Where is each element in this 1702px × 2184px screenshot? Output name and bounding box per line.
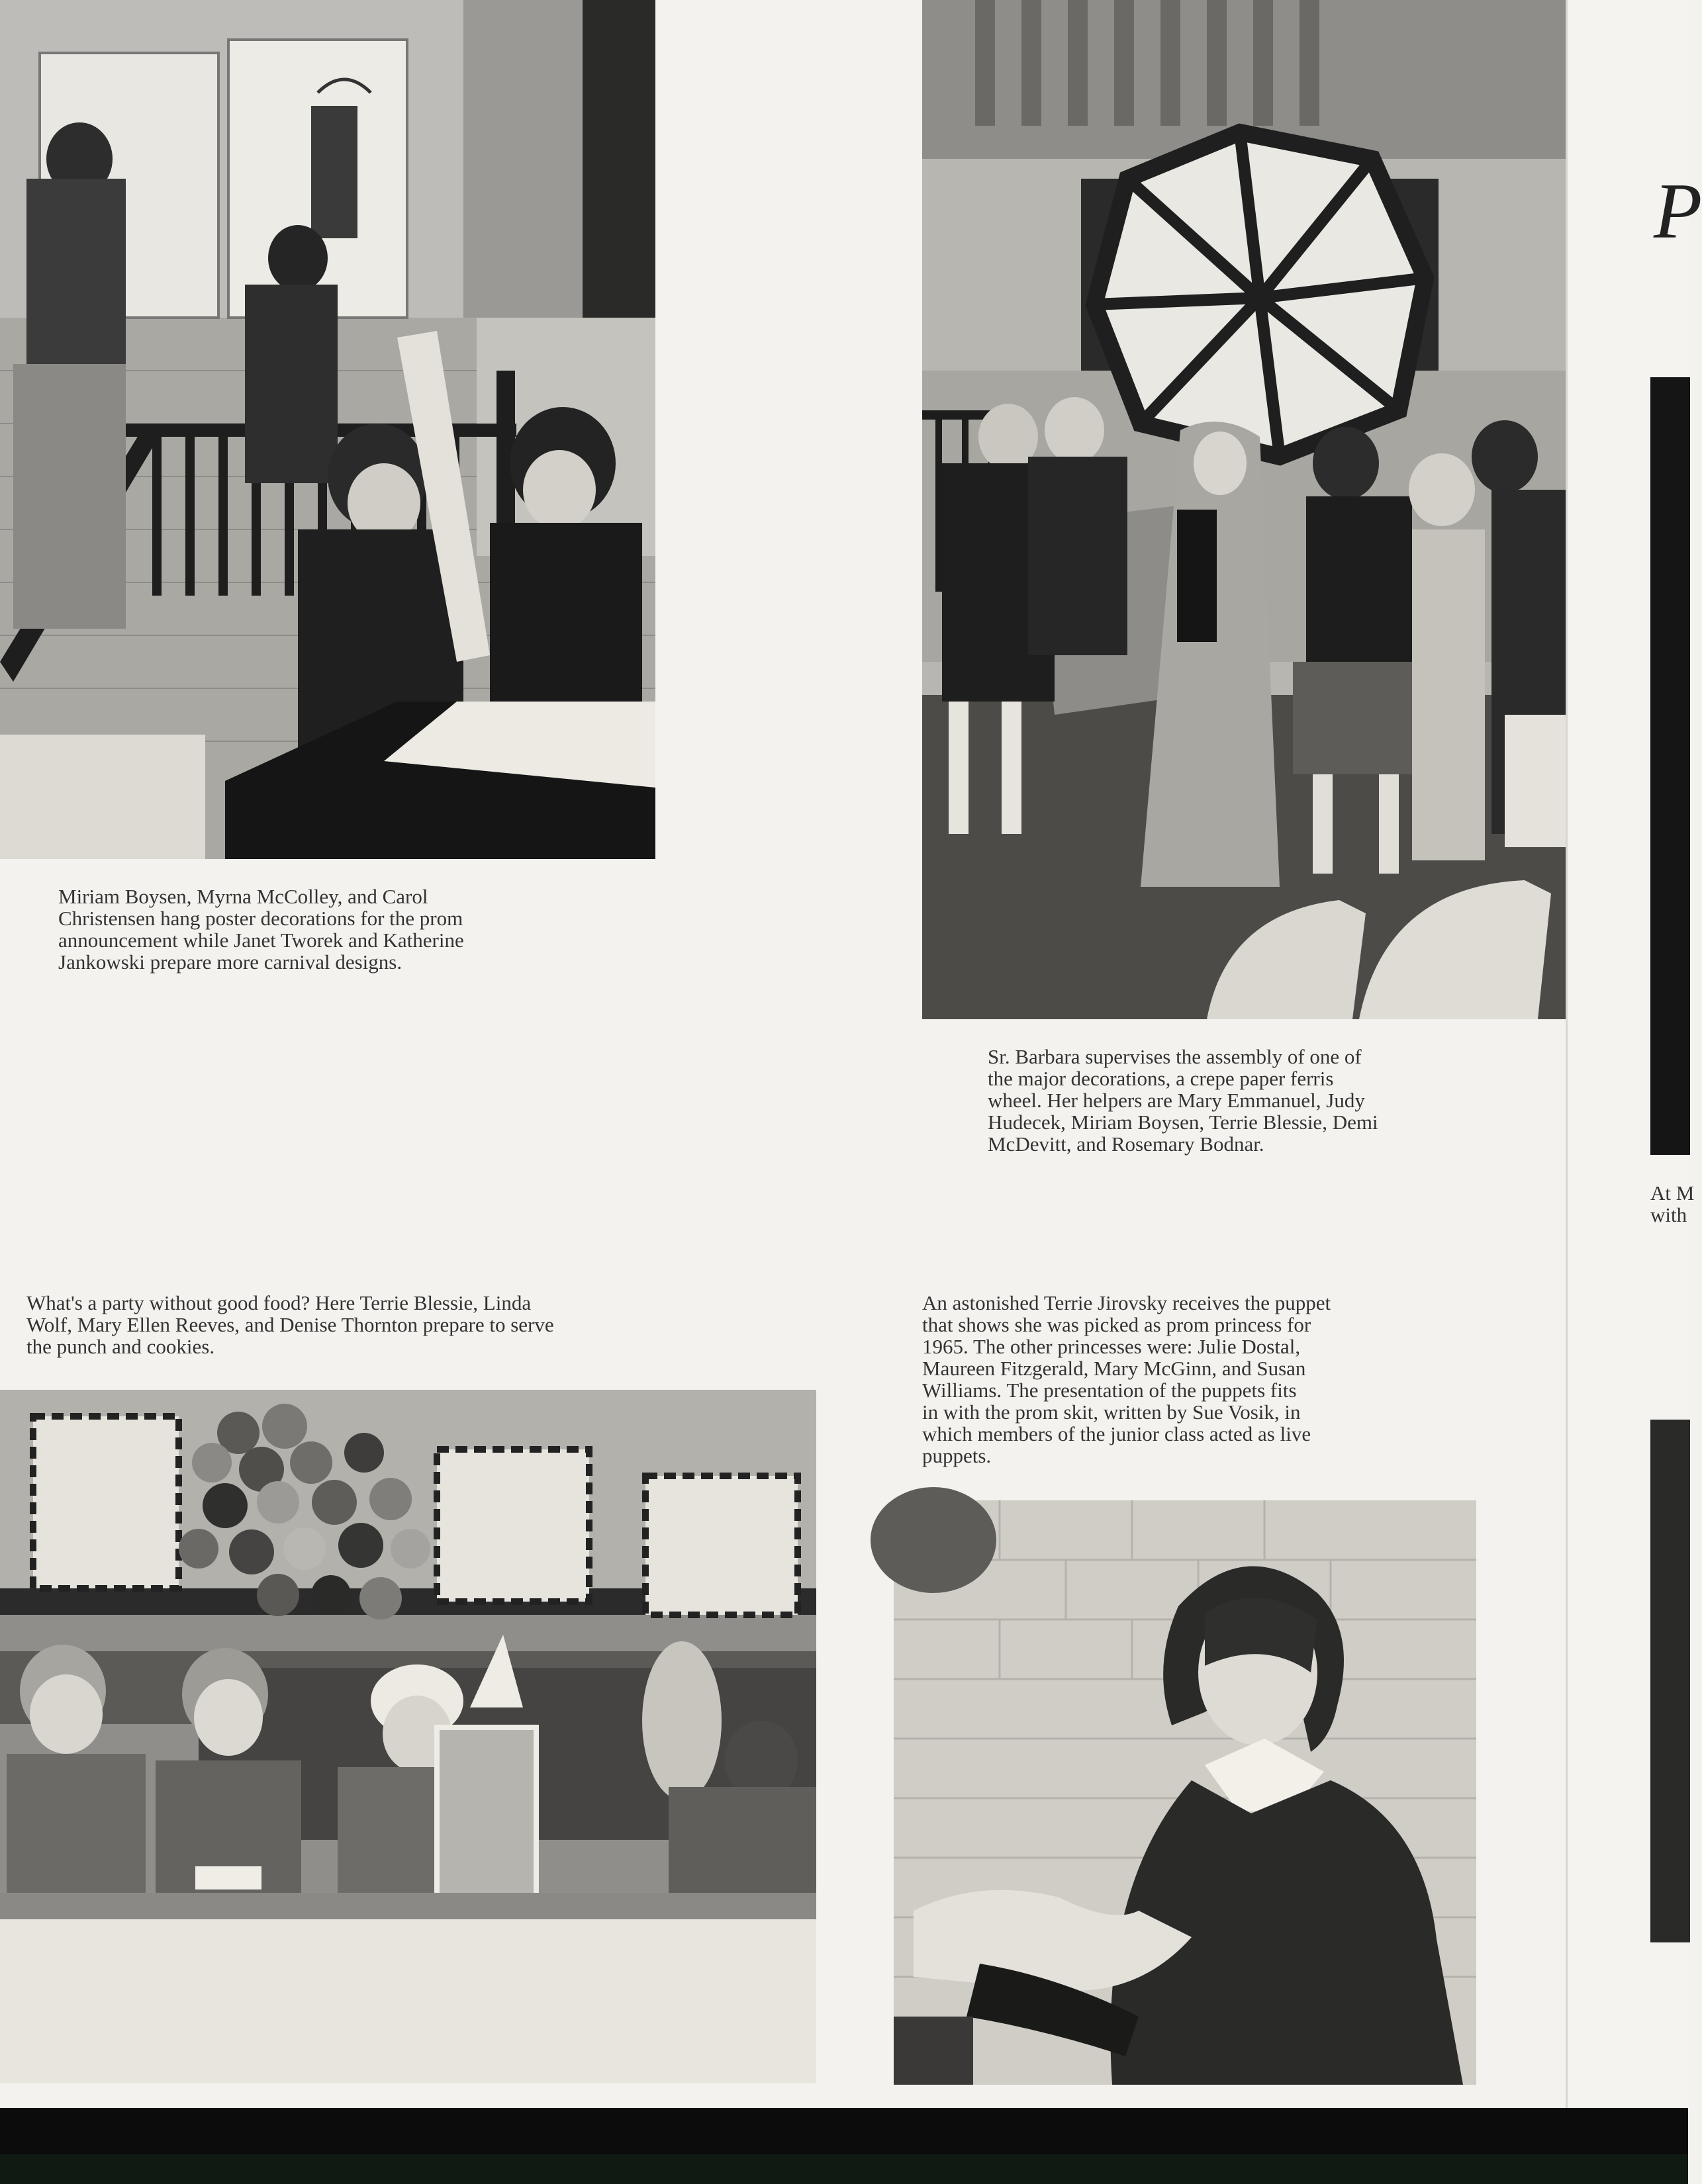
facing-page-photo-top	[1650, 377, 1690, 1155]
photo-poster-hanging	[0, 0, 655, 859]
caption-line: Williams. The presentation of the puppets fits	[922, 1379, 1297, 1402]
photo-prom-princess	[894, 1500, 1476, 2085]
caption-line: the punch and cookies.	[26, 1335, 215, 1358]
caption-line: Sr. Barbara supervises the assembly of one of	[988, 1045, 1362, 1068]
facing-page-caption-line: At M	[1650, 1181, 1695, 1205]
caption-prom-princess	[922, 1292, 1472, 1467]
caption-line: McDevitt, and Rosemary Bodnar.	[988, 1132, 1264, 1156]
caption-line: that shows she was picked as prom princess for	[922, 1313, 1311, 1336]
caption-line: wheel. Her helpers are Mary Emmanuel, Judy	[988, 1089, 1365, 1112]
caption-line: Jankowski prepare more carnival designs.	[58, 950, 402, 974]
caption-line: What's a party without good food? Here Terrie Blessie, Linda	[26, 1291, 532, 1314]
caption-line: announcement while Janet Tworek and Katherine	[58, 929, 464, 952]
facing-page-caption-line: with	[1650, 1203, 1687, 1226]
caption-line: the major decorations, a crepe paper ferris	[988, 1067, 1334, 1090]
caption-line: which members of the junior class acted as live	[922, 1422, 1311, 1445]
caption-line: Miriam Boysen, Myrna McColley, and Carol	[58, 885, 428, 908]
caption-line: Wolf, Mary Ellen Reeves, and Denise Thornton prepare to serve	[26, 1313, 554, 1336]
caption-line: Hudecek, Miriam Boysen, Terrie Blessie, Demi	[988, 1111, 1378, 1134]
caption-line: in with the prom skit, written by Sue Vosik, in	[922, 1400, 1301, 1424]
caption-line: 1965. The other princesses were: Julie Dostal,	[922, 1335, 1301, 1358]
caption-line: Maureen Fitzgerald, Mary McGinn, and Susan	[922, 1357, 1306, 1380]
caption-line: An astonished Terrie Jirovsky receives the puppet	[922, 1291, 1331, 1314]
caption-refreshment-table	[26, 1292, 748, 1357]
facing-page-edge	[1566, 0, 1702, 2108]
caption-line: Christensen hang poster decorations for the prom	[58, 907, 463, 930]
scan-bottom-edge	[0, 2108, 1688, 2184]
facing-page-initial: P	[1654, 167, 1702, 255]
photo-refreshment-table	[0, 1390, 816, 2083]
caption-line: puppets.	[922, 1444, 992, 1467]
facing-page-photo-bottom	[1650, 1420, 1690, 1942]
caption-poster-hanging	[58, 886, 600, 973]
caption-ferris-wheel	[988, 1046, 1537, 1155]
scan-bottom-green	[0, 2154, 1688, 2184]
photo-ferris-wheel	[922, 0, 1566, 1019]
